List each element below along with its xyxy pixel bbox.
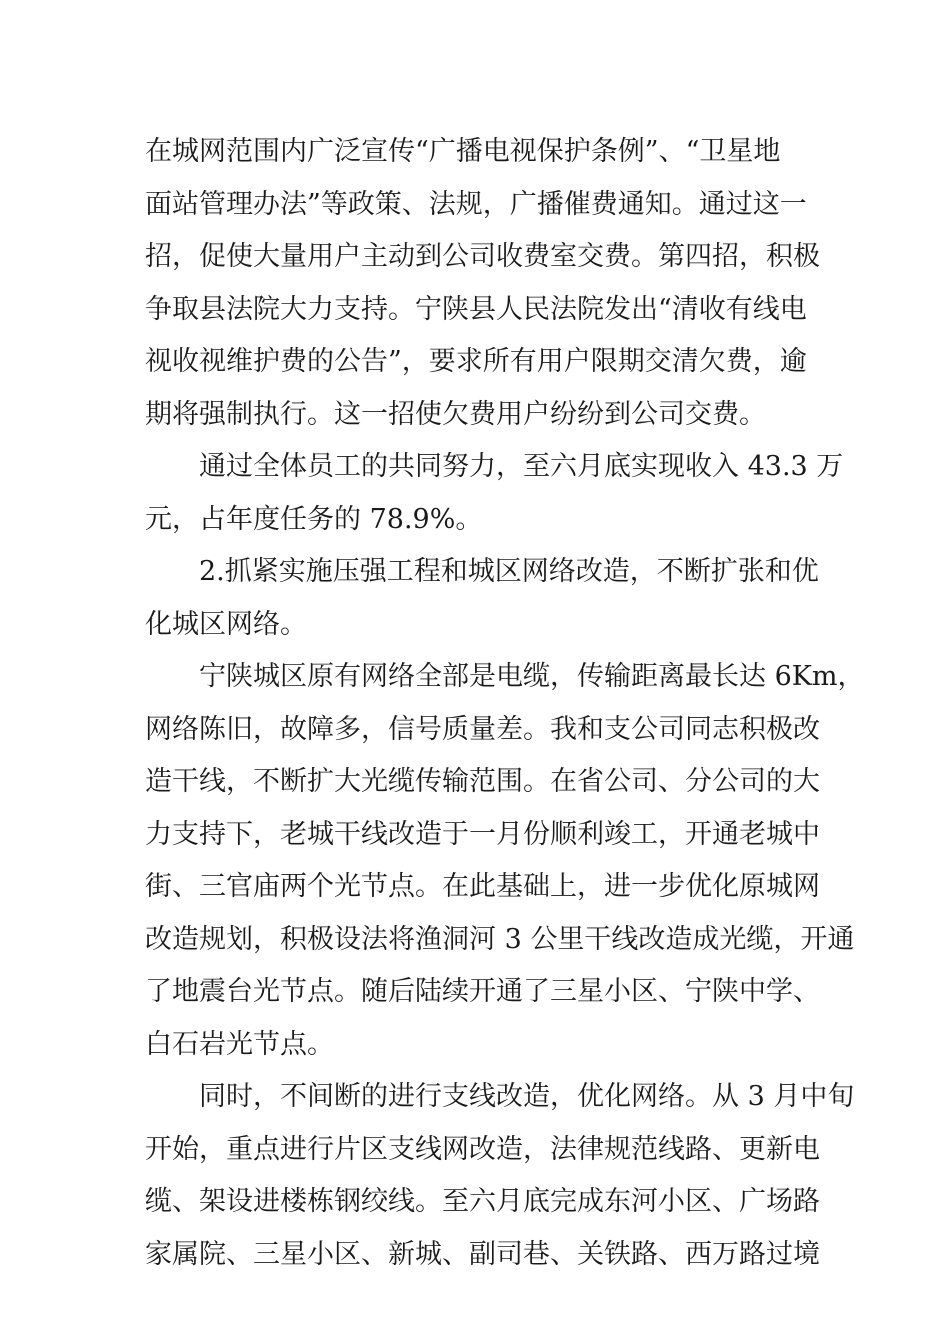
text-line: 在城网范围内广泛宣传“广播电视保护条例”、“卫星地	[145, 136, 781, 167]
paragraph-first-line: 通过全体员工的共同努力，至六月底实现收入 43.3 万	[199, 451, 844, 482]
paragraph-first-line: 同时，不间断的进行支线改造，优化网络。从 3 月中旬	[199, 1081, 855, 1112]
text-line: 争取县法院大力支持。宁陕县人民法院发出“清收有线电	[145, 293, 807, 325]
text-line: 面站管理办法”等政策、法规，广播催费通知。通过这一	[145, 188, 807, 220]
text-line: 力支持下，老城干线改造于一月份顺利竣工，开通老城中	[145, 818, 820, 850]
text-line: 造干线，不断扩大光缆传输范围。在省公司、分公司的大	[145, 766, 820, 797]
text-line: 街、三官庙两个光节点。在此基础上，进一步优化原城网	[145, 871, 820, 902]
text-line: 视收视维护费的公告”，要求所有用户限期交清欠费，逾	[145, 346, 807, 377]
text-line: 了地震台光节点。随后陆续开通了三星小区、宁陕中学、	[145, 976, 820, 1007]
text-line: 期将强制执行。这一招使欠费用户纷纷到公司交费。	[145, 398, 766, 430]
body-text	[145, 126, 865, 1281]
text-line: 家属院、三星小区、新城、副司巷、关铁路、西万路过境	[145, 1238, 820, 1270]
text-line: 缆、架设进楼栋钢绞线。至六月底完成东河小区、广场路	[145, 1186, 820, 1217]
text-line: 招，促使大量用户主动到公司收费室交费。第四招，积极	[145, 241, 820, 272]
section-heading-line: 化城区网络。	[145, 608, 307, 640]
text-line: 元，占年度任务的 78.9%。	[145, 503, 483, 535]
text-line: 改造规划，积极设法将渔洞河 3 公里干线改造成光缆，开通	[145, 923, 855, 955]
paragraph-first-line: 宁陕城区原有网络全部是电缆，传输距离最长达 6Km，	[199, 661, 865, 692]
text-line: 开始，重点进行片区支线网改造，法律规范线路、更新电	[145, 1133, 820, 1165]
text-line: 网络陈旧，故障多，信号质量差。我和支公司同志积极改	[145, 713, 820, 745]
text-line: 白石岩光节点。	[145, 1028, 334, 1060]
section-heading-line: 2.抓紧实施压强工程和城区网络改造，不断扩张和优	[199, 556, 819, 587]
